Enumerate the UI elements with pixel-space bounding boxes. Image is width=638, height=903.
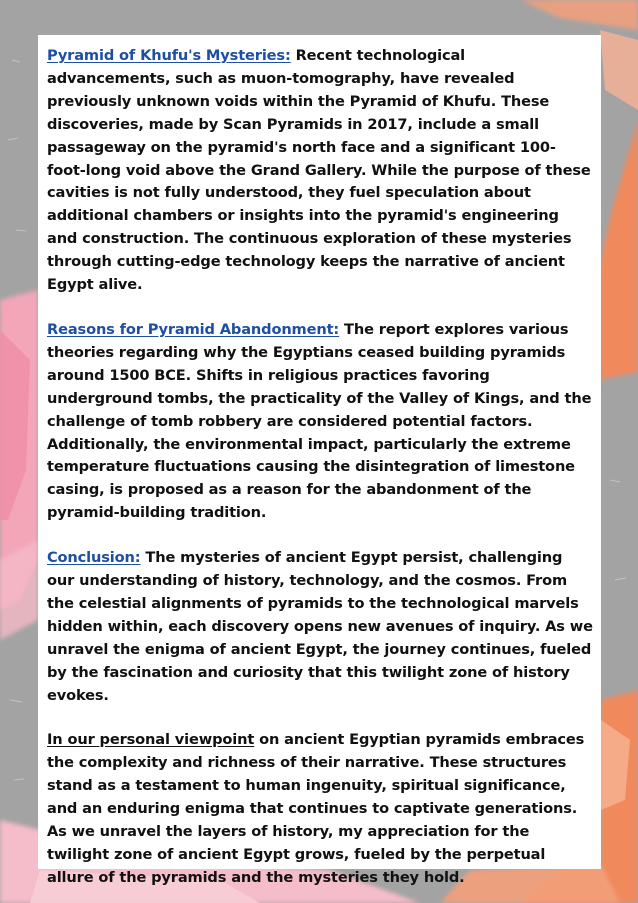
body-khufu-mysteries: Recent technological advancements, such as muon-tomography, have revealed previously unknown voids within the Pyramid of Khufu. These discoveries, made by Scan Pyramids in 2017, include a small passageway on the pyramid's north face and a significant 100-foot-long void above the Grand Gallery. While the purpose of these cavities is not fully understood, they fuel speculation about additional chambers or insights into the pyramid's engineering and construction. The continuous exploration of these mysteries through cutting-edge technology keeps the narrative of ancient Egypt alive. bbox=[47, 47, 591, 294]
section-khufu-mysteries bbox=[47, 45, 593, 297]
heading-pyramid-abandonment[interactable]: Reasons for Pyramid Abandonment: bbox=[47, 320, 340, 338]
section-conclusion bbox=[47, 547, 593, 707]
section-personal-viewpoint bbox=[47, 729, 593, 889]
section-pyramid-abandonment bbox=[47, 319, 593, 525]
heading-personal-viewpoint: In our personal viewpoint bbox=[47, 731, 255, 749]
heading-khufu-mysteries[interactable]: Pyramid of Khufu's Mysteries: bbox=[47, 47, 291, 64]
body-pyramid-abandonment: The report explores various theories regarding why the Egyptians ceased building pyramids around 1500 BCE. Shifts in religious practices favoring underground tombs, the practicality of the Valley of Kings, and the challenge of tomb robbery are considered potential factors. Additionally, the environmental impact, particularly the extreme temperature fluctuations causing the disintegration of limestone casing, is proposed as a reason for the abandonment of the pyramid-building tradition. bbox=[47, 320, 592, 522]
document-page bbox=[38, 35, 601, 886]
body-personal-viewpoint: on ancient Egyptian pyramids embraces the complexity and richness of their narrative. These structures stand as a testament to human ingenuity, spiritual significance, and an enduring enigma that continues to captivate generations. As we unravel the layers of history, my appreciation for the twilight zone of ancient Egypt grows, fueled by the perpetual allure of the pyramids and the mysteries they hold. bbox=[47, 731, 585, 886]
heading-conclusion[interactable]: Conclusion: bbox=[47, 549, 141, 567]
body-conclusion: The mysteries of ancient Egypt persist, challenging our understanding of history, technology, and the cosmos. From the celestial alignments of pyramids to the technological marvels hidden within, each discovery opens new avenues of inquiry. As we unravel the enigma of ancient Egypt, the journey continues, fueled by the fascination and curiosity that this twilight zone of history evokes. bbox=[47, 549, 593, 704]
